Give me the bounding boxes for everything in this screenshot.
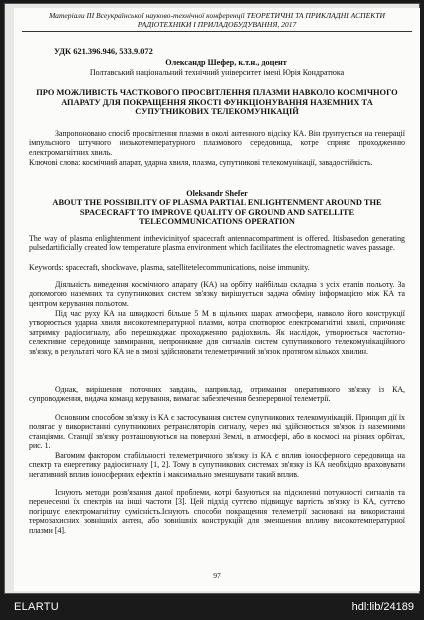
keywords-ukrainian: Ключові слова: космічний апарат, ударна хвиля, плазма, супутникові телекомунікації, завадостійкість.	[29, 158, 373, 167]
body-paragraph: Під час руху КА на швидкості більше 5 М в щільних шарах атмосфери, навколо його конструкції утворюється ударна хвиля високотемпературної плазми, котра спотворює електромагнітні хвилі, спричиняє затримку радіосигналу, або перешкоджає проходженню радіохвиль. Як наслідок, утворюється частотно-селективне середовище завмирання, непрониквне для сигналів систем супутникового телекомунікаційного зв'язку, в результаті чого КА не в змозі здійснювати телеметричний зв'язок протягом кількох хвилин.	[29, 309, 405, 356]
footer-bar	[0, 596, 424, 620]
abstract-english: The way of plasma enlightenment inthevicinityof spacecraft antennacompartment is offered. Itisbasedon generating pulsedartificially created low temperature plasma environment which facilitates the electromagnetic waves passage.	[29, 234, 405, 253]
body-paragraph: Основним способом зв'язку із КА є застосування систем супутникових телекомунікацій. Принцип дії їх полягає у використанні супутникових ретрансляторів сигналу, через які здійснюється зв'язок із наземними станціями. Станції зв'язку розташовуються на поверхні Землі, в атмосфері, або в космосі на різних орбітах, рис. 1.	[29, 413, 405, 451]
handle-id[interactable]: hdl:lib/24189	[351, 601, 414, 613]
running-header: Матеріали ІІІ Всеукраїнської науково-технічної конференції ТЕОРЕТИЧНІ ТА ПРИКЛАДНІ АСПЕКТИ РАДІОТЕХНІКИ І ПРИЛАДОБУДУВАННЯ, 2017	[48, 11, 386, 29]
udc-code: УДК 621.396.946, 533.9.072	[54, 47, 153, 56]
repository-name[interactable]: ELARTU	[14, 601, 59, 613]
affiliation: Полтавський національний технічний університет імені Юрія Кондратюка	[89, 68, 345, 77]
title-ukrainian: ПРО МОЖЛИВІСТЬ ЧАСТКОВОГО ПРОСВІТЛЕННЯ ПЛАЗМИ НАВКОЛО КОСМІЧНОГО АПАРАТУ ДЛЯ ПОКРАЩЕННЯ ЯКОСТІ ФУНКЦІОНУВАННЯ НАЗЕМНИХ ТА СУПУТНИКОВИХ ТЕЛЕКОМУНІКАЦІЙ	[36, 88, 398, 117]
abstract-ukrainian: Запропоновано спосіб просвітлення плазми в околі антенного відсіку КА. Він ґрунтується на генерації імпульсного штучного низькотемпературного плазмового середовища, котре сприяє проходженню електромагнітних хвиль.	[29, 129, 405, 157]
page-number: 97	[213, 571, 221, 580]
document-page	[14, 8, 420, 591]
author-ukrainian: Олександр Шефер, к.т.н., доцент	[165, 58, 287, 67]
body-paragraph: Діяльність виведення космічного апарату (КА) на орбіту найбільш складна з усіх етапів польоту. За допомогою наземних та супутникових систем зв'язку вирішується задача обміну інформацією між КА та центром керування польотом.	[29, 280, 405, 308]
body-paragraph: Однак, вирішення поточних завдань, наприклад, отримання оперативного зв'язку із КА, супроводження, видача команд керування, вимагає забезпечення безперервної телеметрії.	[29, 385, 405, 404]
body-paragraph: Вагомим фактором стабільності телеметричного зв'язку із КА є вплив іоносферного середовища на спектр та енергетику радіосигналу [1, 2]. Тому в супутникових системах зв'язку із КА необхідно враховувати негативний вплив іоносферних ефектів і максимально зменшувати такий вплив.	[29, 451, 405, 479]
author-english: Oleksandr Shefer	[186, 189, 248, 198]
body-paragraph: Існують методи розв'язання даної проблеми, котрі базуються на підсиленні потужності сигналів та перенесенні їх спектрів на інші частоти [3]. Цей підхід суттєво підвищує вартість зв'язку із КА, суттєво погіршує електромагнітну сумісність.Існують способи покращення телеметрії засновані на використанні термозахисних зовнішніх антен, або зовнішніх конструкцій для зменшення впливу високотемпературної плазми [4].	[29, 488, 405, 535]
title-english: ABOUT THE POSSIBILITY OF PLASMA PARTIAL ENLIGHTENMENT AROUND THE SPACECRAFT TO IMPROVE QUALITY OF GROUND AND SATELLITE TELECOMMUNICATIONS OPERATION	[52, 198, 382, 227]
page-frame	[4, 3, 420, 594]
keywords-english: Keywords: spacecraft, shockwave, plasma, satellitetelecommunications, noise immunity.	[29, 263, 310, 272]
header-rule	[22, 31, 412, 32]
